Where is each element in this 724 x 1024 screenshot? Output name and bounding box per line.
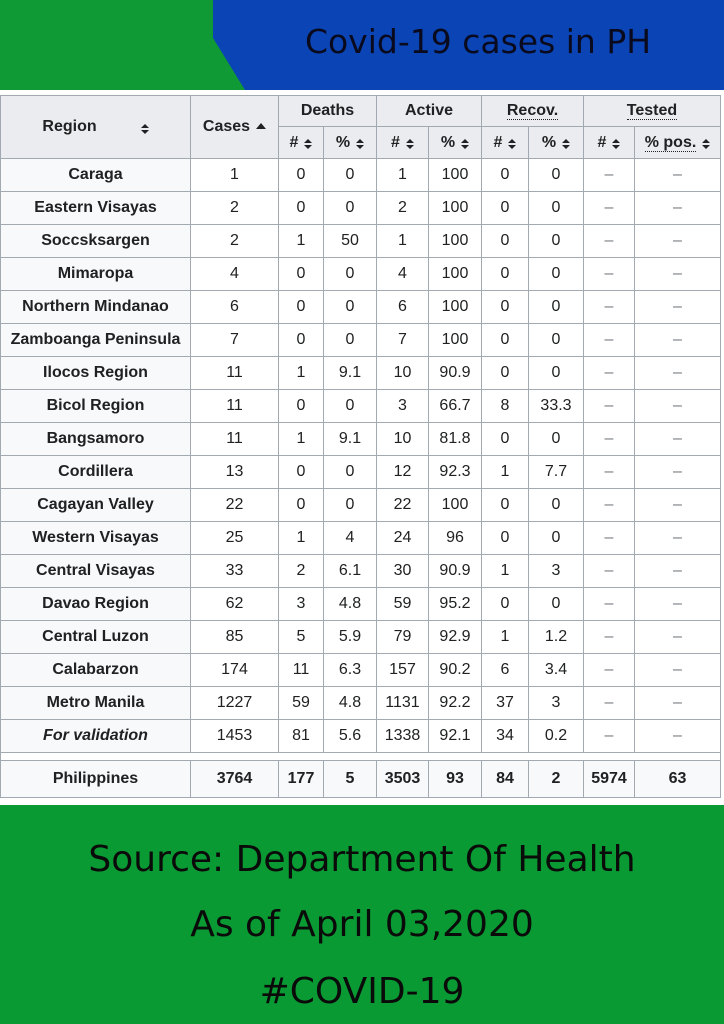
recov-pct-cell: 0 xyxy=(529,324,584,357)
active-cell: 3 xyxy=(377,390,429,423)
tested-cell: – xyxy=(584,555,635,588)
active-cell: 1 xyxy=(377,225,429,258)
total-tested-pct-pos: 63 xyxy=(635,761,721,798)
total-recov: 84 xyxy=(482,761,529,798)
region-cell: Western Visayas xyxy=(1,522,191,555)
cases-cell: 2 xyxy=(191,192,279,225)
deaths-cell: 1 xyxy=(279,423,324,456)
recov-cell: 0 xyxy=(482,423,529,456)
active-pct-cell: 100 xyxy=(429,192,482,225)
recov-num-header[interactable] xyxy=(482,127,529,159)
deaths-cell: 0 xyxy=(279,489,324,522)
region-cell: Ilocos Region xyxy=(1,357,191,390)
table-row xyxy=(1,357,721,390)
active-pct-cell: 96 xyxy=(429,522,482,555)
deaths-pct-cell: 4.8 xyxy=(324,687,377,720)
region-cell: Cordillera xyxy=(1,456,191,489)
sort-icon[interactable] xyxy=(612,139,620,143)
deaths-pct-header[interactable] xyxy=(324,127,377,159)
active-pct-cell: 100 xyxy=(429,258,482,291)
active-cell: 1131 xyxy=(377,687,429,720)
recov-cell: 0 xyxy=(482,291,529,324)
tested-num-header[interactable] xyxy=(584,127,635,159)
recov-cell: 0 xyxy=(482,159,529,192)
tested-pct-pos-cell: – xyxy=(635,258,721,291)
tested-pct-pos-cell: – xyxy=(635,522,721,555)
recov-cell: 0 xyxy=(482,192,529,225)
deaths-cell: 0 xyxy=(279,291,324,324)
sort-icon[interactable] xyxy=(508,139,516,143)
table-row xyxy=(1,423,721,456)
deaths-cell: 59 xyxy=(279,687,324,720)
cases-cell: 85 xyxy=(191,621,279,654)
cases-cell: 2 xyxy=(191,225,279,258)
active-pct-cell: 92.1 xyxy=(429,720,482,753)
tested-pct-pos-cell: – xyxy=(635,159,721,192)
deaths-pct-cell: 4.8 xyxy=(324,588,377,621)
cases-cell: 11 xyxy=(191,357,279,390)
recov-cell: 0 xyxy=(482,258,529,291)
tested-cell: – xyxy=(584,258,635,291)
region-cell: For validation xyxy=(1,720,191,753)
sort-icon[interactable] xyxy=(562,139,570,143)
active-cell: 59 xyxy=(377,588,429,621)
cases-cell: 4 xyxy=(191,258,279,291)
cases-cell: 13 xyxy=(191,456,279,489)
tested-cell: – xyxy=(584,291,635,324)
active-pct-cell: 66.7 xyxy=(429,390,482,423)
sort-icon[interactable] xyxy=(406,139,414,143)
table-row xyxy=(1,258,721,291)
cases-cell: 62 xyxy=(191,588,279,621)
table-row xyxy=(1,390,721,423)
header-banner xyxy=(0,0,724,90)
tested-pct-pos-cell: – xyxy=(635,192,721,225)
tested-pct-pos-cell: – xyxy=(635,291,721,324)
active-pct-cell: 92.9 xyxy=(429,621,482,654)
region-cell: Central Luzon xyxy=(1,621,191,654)
recov-pct-cell: 3.4 xyxy=(529,654,584,687)
region-header-label: Region xyxy=(42,118,97,135)
tested-abbr[interactable]: Tested xyxy=(626,102,678,119)
tested-pct-pos-cell: – xyxy=(635,588,721,621)
total-tested: 5974 xyxy=(584,761,635,798)
region-cell: Soccsksargen xyxy=(1,225,191,258)
recov-pct-cell: 0 xyxy=(529,159,584,192)
recov-pct-cell: 0 xyxy=(529,225,584,258)
tested-pct-pos-cell: – xyxy=(635,489,721,522)
tested-cell: – xyxy=(584,192,635,225)
deaths-pct-cell: 0 xyxy=(324,258,377,291)
deaths-pct-cell: 6.1 xyxy=(324,555,377,588)
recov-pct-header[interactable] xyxy=(529,127,584,159)
active-pct-header[interactable] xyxy=(429,127,482,159)
tested-pct-pos-cell: – xyxy=(635,390,721,423)
cases-cell: 1453 xyxy=(191,720,279,753)
tested-cell: – xyxy=(584,489,635,522)
active-pct-cell: 90.2 xyxy=(429,654,482,687)
recov-cell: 37 xyxy=(482,687,529,720)
tested-pct-pos-cell: – xyxy=(635,687,721,720)
sort-ascending-icon[interactable] xyxy=(256,123,266,129)
cases-cell: 174 xyxy=(191,654,279,687)
deaths-cell: 0 xyxy=(279,258,324,291)
active-cell: 2 xyxy=(377,192,429,225)
active-cell: 79 xyxy=(377,621,429,654)
deaths-cell: 0 xyxy=(279,390,324,423)
region-cell: Bicol Region xyxy=(1,390,191,423)
deaths-num-header[interactable] xyxy=(279,127,324,159)
tested-pct-pos-cell: – xyxy=(635,621,721,654)
cases-header-label: Cases xyxy=(202,118,251,135)
active-pct-cell: 100 xyxy=(429,159,482,192)
sort-icon[interactable] xyxy=(304,139,312,143)
cases-header[interactable] xyxy=(191,96,279,159)
recov-pct-cell: 3 xyxy=(529,555,584,588)
tested-cell: – xyxy=(584,621,635,654)
tested-cell: – xyxy=(584,687,635,720)
cases-cell: 1 xyxy=(191,159,279,192)
col-label: # xyxy=(597,133,607,151)
table-row xyxy=(1,522,721,555)
recov-cell: 0 xyxy=(482,225,529,258)
recov-pct-cell: 0 xyxy=(529,522,584,555)
tested-pct-pos-cell: – xyxy=(635,357,721,390)
table-row xyxy=(1,588,721,621)
deaths-pct-cell: 9.1 xyxy=(324,423,377,456)
recov-pct-cell: 0 xyxy=(529,423,584,456)
tested-cell: – xyxy=(584,423,635,456)
total-deaths: 177 xyxy=(279,761,324,798)
recov-pct-cell: 0.2 xyxy=(529,720,584,753)
recov-cell: 1 xyxy=(482,456,529,489)
deaths-pct-cell: 0 xyxy=(324,324,377,357)
deaths-pct-cell: 0 xyxy=(324,390,377,423)
source-text: Source: Department Of Health xyxy=(88,839,636,880)
total-active-pct: 93 xyxy=(429,761,482,798)
deaths-pct-cell: 6.3 xyxy=(324,654,377,687)
region-cell: Central Visayas xyxy=(1,555,191,588)
col-label: # xyxy=(289,133,299,151)
recov-pct-cell: 33.3 xyxy=(529,390,584,423)
col-label: # xyxy=(391,133,400,151)
cases-cell: 25 xyxy=(191,522,279,555)
region-header[interactable] xyxy=(1,96,191,159)
sort-icon[interactable] xyxy=(702,139,710,143)
active-pct-cell: 100 xyxy=(429,225,482,258)
tested-cell: – xyxy=(584,357,635,390)
deaths-cell: 0 xyxy=(279,324,324,357)
active-cell: 7 xyxy=(377,324,429,357)
deaths-pct-cell: 5.9 xyxy=(324,621,377,654)
active-cell: 22 xyxy=(377,489,429,522)
active-pct-cell: 95.2 xyxy=(429,588,482,621)
region-cell: Bangsamoro xyxy=(1,423,191,456)
active-cell: 10 xyxy=(377,357,429,390)
deaths-pct-cell: 0 xyxy=(324,159,377,192)
active-cell: 12 xyxy=(377,456,429,489)
region-cell: Eastern Visayas xyxy=(1,192,191,225)
sort-icon[interactable] xyxy=(461,139,469,143)
tested-pct-pos-cell: – xyxy=(635,654,721,687)
recov-cell: 34 xyxy=(482,720,529,753)
cases-table-sheet xyxy=(0,90,724,805)
table-row xyxy=(1,555,721,588)
active-pct-cell: 92.2 xyxy=(429,687,482,720)
col-label: # xyxy=(493,133,503,151)
active-group-header: Active xyxy=(377,96,482,127)
recov-cell: 6 xyxy=(482,654,529,687)
total-cases: 3764 xyxy=(191,761,279,798)
tested-cell: – xyxy=(584,390,635,423)
deaths-group-header: Deaths xyxy=(279,96,377,127)
active-pct-cell: 90.9 xyxy=(429,555,482,588)
recov-cell: 0 xyxy=(482,522,529,555)
region-cell: Metro Manila xyxy=(1,687,191,720)
recov-cell: 0 xyxy=(482,588,529,621)
active-cell: 157 xyxy=(377,654,429,687)
tested-cell: – xyxy=(584,225,635,258)
deaths-cell: 5 xyxy=(279,621,324,654)
active-num-header[interactable] xyxy=(377,127,429,159)
region-cell: Northern Mindanao xyxy=(1,291,191,324)
tested-cell: – xyxy=(584,720,635,753)
region-cell: Cagayan Valley xyxy=(1,489,191,522)
sort-icon[interactable] xyxy=(356,139,364,143)
tested-group-header xyxy=(584,96,721,127)
recov-pct-cell: 7.7 xyxy=(529,456,584,489)
tested-cell: – xyxy=(584,456,635,489)
recov-cell: 0 xyxy=(482,489,529,522)
active-cell: 6 xyxy=(377,291,429,324)
deaths-cell: 1 xyxy=(279,357,324,390)
recov-group-header xyxy=(482,96,584,127)
active-pct-cell: 90.9 xyxy=(429,357,482,390)
total-region: Philippines xyxy=(1,761,191,798)
active-pct-cell: 100 xyxy=(429,324,482,357)
deaths-pct-cell: 4 xyxy=(324,522,377,555)
separator-cell xyxy=(1,753,721,761)
deaths-pct-cell: 0 xyxy=(324,456,377,489)
table-row xyxy=(1,654,721,687)
tested-cell: – xyxy=(584,654,635,687)
deaths-pct-cell: 0 xyxy=(324,489,377,522)
region-cell: Mimaropa xyxy=(1,258,191,291)
table-row xyxy=(1,192,721,225)
active-pct-cell: 81.8 xyxy=(429,423,482,456)
active-pct-cell: 100 xyxy=(429,291,482,324)
hashtag-text: #COVID-19 xyxy=(259,971,465,1012)
deaths-cell: 1 xyxy=(279,225,324,258)
total-recov-pct: 2 xyxy=(529,761,584,798)
recov-pct-cell: 0 xyxy=(529,357,584,390)
region-cell: Zamboanga Peninsula xyxy=(1,324,191,357)
table-row xyxy=(1,456,721,489)
region-cell: Davao Region xyxy=(1,588,191,621)
sort-icon[interactable] xyxy=(141,124,149,128)
table-row xyxy=(1,159,721,192)
tested-cell: – xyxy=(584,159,635,192)
col-label: % xyxy=(541,133,557,151)
deaths-cell: 11 xyxy=(279,654,324,687)
total-separator xyxy=(1,753,721,761)
active-cell: 4 xyxy=(377,258,429,291)
table-row xyxy=(1,489,721,522)
region-cell: Calabarzon xyxy=(1,654,191,687)
covid-cases-table xyxy=(0,95,721,798)
active-cell: 24 xyxy=(377,522,429,555)
recov-cell: 0 xyxy=(482,357,529,390)
page-title: Covid-19 cases in PH xyxy=(304,22,652,61)
table-row xyxy=(1,720,721,753)
date-text: As of April 03,2020 xyxy=(190,904,534,945)
deaths-pct-cell: 5.6 xyxy=(324,720,377,753)
deaths-cell: 0 xyxy=(279,159,324,192)
deaths-pct-cell: 0 xyxy=(324,291,377,324)
cases-cell: 7 xyxy=(191,324,279,357)
recov-pct-cell: 0 xyxy=(529,588,584,621)
tested-pct-pos-cell: – xyxy=(635,225,721,258)
table-row xyxy=(1,687,721,720)
recov-cell: 1 xyxy=(482,555,529,588)
col-label: % pos. xyxy=(644,133,697,151)
deaths-cell: 81 xyxy=(279,720,324,753)
tested-pct-pos-cell: – xyxy=(635,423,721,456)
tested-pct-pos-cell: – xyxy=(635,720,721,753)
table-row xyxy=(1,291,721,324)
recov-abbr[interactable]: Recov. xyxy=(506,102,559,119)
deaths-cell: 0 xyxy=(279,456,324,489)
tested-cell: – xyxy=(584,588,635,621)
table-row xyxy=(1,621,721,654)
col-label: % xyxy=(440,133,456,151)
cases-cell: 11 xyxy=(191,423,279,456)
recov-pct-cell: 0 xyxy=(529,291,584,324)
total-row xyxy=(1,761,721,798)
tested-pct-pos-cell: – xyxy=(635,324,721,357)
table-row xyxy=(1,324,721,357)
deaths-cell: 1 xyxy=(279,522,324,555)
cases-cell: 33 xyxy=(191,555,279,588)
cases-cell: 1227 xyxy=(191,687,279,720)
active-pct-cell: 100 xyxy=(429,489,482,522)
tested-cell: – xyxy=(584,522,635,555)
deaths-pct-cell: 50 xyxy=(324,225,377,258)
active-cell: 10 xyxy=(377,423,429,456)
recov-pct-cell: 3 xyxy=(529,687,584,720)
deaths-cell: 2 xyxy=(279,555,324,588)
col-label: % xyxy=(335,133,351,151)
deaths-pct-cell: 0 xyxy=(324,192,377,225)
tested-cell: – xyxy=(584,324,635,357)
tested-pct-pos-header[interactable] xyxy=(635,127,721,159)
deaths-pct-cell: 9.1 xyxy=(324,357,377,390)
recov-pct-cell: 1.2 xyxy=(529,621,584,654)
recov-pct-cell: 0 xyxy=(529,258,584,291)
active-cell: 1 xyxy=(377,159,429,192)
region-cell: Caraga xyxy=(1,159,191,192)
recov-cell: 0 xyxy=(482,324,529,357)
recov-cell: 1 xyxy=(482,621,529,654)
cases-cell: 22 xyxy=(191,489,279,522)
active-cell: 30 xyxy=(377,555,429,588)
cases-cell: 11 xyxy=(191,390,279,423)
active-pct-cell: 92.3 xyxy=(429,456,482,489)
tested-pct-pos-cell: – xyxy=(635,555,721,588)
active-cell: 1338 xyxy=(377,720,429,753)
cases-cell: 6 xyxy=(191,291,279,324)
total-active: 3503 xyxy=(377,761,429,798)
deaths-cell: 3 xyxy=(279,588,324,621)
recov-cell: 8 xyxy=(482,390,529,423)
recov-pct-cell: 0 xyxy=(529,489,584,522)
total-deaths-pct: 5 xyxy=(324,761,377,798)
deaths-cell: 0 xyxy=(279,192,324,225)
recov-pct-cell: 0 xyxy=(529,192,584,225)
tested-pct-pos-cell: – xyxy=(635,456,721,489)
table-row xyxy=(1,225,721,258)
